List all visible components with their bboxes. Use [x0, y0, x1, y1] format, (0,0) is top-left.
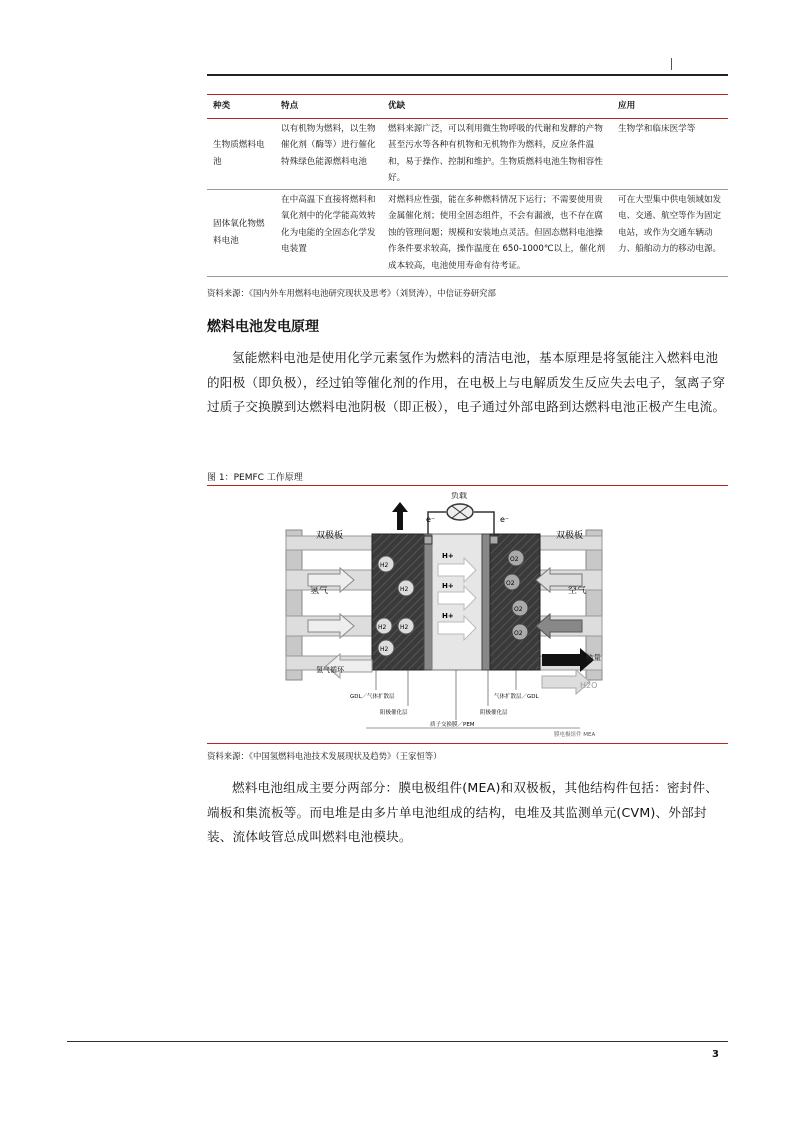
paragraph-text: 氢能燃料电池是使用化学元素氢作为燃料的清洁电池，基本原理是将氢能注入燃料电池的阳极（即负极），经过铂等催化剂的作用，在电极上与电解质发生反应失去电子，氢离子穿过质子交换膜到达燃料电池阴极（即正极），电子通过外部电路到达燃料电池正极产生电流。	[207, 350, 726, 414]
electron-label-left: e⁻	[426, 515, 436, 524]
figure-bottom-rule	[207, 743, 728, 744]
paragraph-composition	[207, 776, 728, 850]
o2-molecule-label: O2	[506, 580, 515, 587]
pemfc-diagram	[280, 492, 620, 740]
air-inlet-label: 空气	[568, 586, 587, 596]
anode-connector	[424, 536, 432, 544]
o2-molecule-label: O2	[514, 630, 523, 637]
table-cell: 生物质燃料电池	[207, 118, 275, 189]
header-rule	[207, 74, 728, 76]
proton-label: H+	[442, 552, 454, 560]
hydrogen-recycle-label: 氢气循环	[316, 666, 344, 674]
bipolar-plate-label-right: 双极板	[556, 531, 584, 541]
col-header-type: 种类	[207, 95, 275, 119]
h2-molecule-label: H2	[400, 586, 409, 593]
figure-title: 图 1：PEMFC 工作原理	[207, 473, 303, 483]
mea-label: 膜电极组件 MEA	[554, 732, 596, 738]
header-tick	[671, 58, 672, 70]
proton-label: H+	[442, 612, 454, 620]
col-header-pros-cons: 优缺	[382, 95, 612, 119]
table-header-row	[207, 95, 728, 119]
pem-label: 质子交换膜／PEM	[430, 722, 475, 728]
table-cell: 燃料来源广泛，可以利用微生物呼吸的代谢和发酵的产物甚至污水等各种有机物和无机物作为燃料，反应条件温和，易于操作、控制和维护。生物质燃料电池生物相容性好。	[382, 118, 612, 189]
table-cell: 在中高温下直接将燃料和氧化剂中的化学能高效转化为电能的全固态化学发电装置	[275, 189, 382, 277]
electron-flow-arrow	[392, 502, 408, 530]
o2-molecule-label: O2	[514, 606, 523, 613]
table-row	[207, 189, 728, 277]
table-cell: 固体氧化物燃料电池	[207, 189, 275, 277]
load-label: 负载	[451, 492, 467, 500]
figure-top-rule	[207, 485, 728, 486]
col-header-feature: 特点	[275, 95, 382, 119]
col-header-application: 应用	[612, 95, 728, 119]
figure-source: 资料来源：《中国氢燃料电池技术发展现状及趋势》（王家恒等）	[207, 751, 442, 761]
page-number: 3	[712, 1049, 719, 1060]
cathode-connector	[490, 536, 498, 544]
gdl-right-label: 气体扩散层／GDL	[494, 694, 539, 700]
table-cell: 以有机物为燃料，以生物催化剂（酶等）进行催化特殊绿色能源燃料电池	[275, 118, 382, 189]
table-cell: 对燃料应性强，能在多种燃料情况下运行；不需要使用贵金属催化剂；使用全固态组件，不会有漏液，也不存在腐蚀的管理问题；规模和安装地点灵活。但固态燃料电池操作条件要求较高，操作温度在 650-1000℃以上，催化剂成本较高，电池使用寿命有待考证。	[382, 189, 612, 277]
proton-label: H+	[442, 582, 454, 590]
bipolar-plate-label-left: 双极板	[316, 531, 344, 541]
paragraph-principle	[207, 346, 728, 420]
o2-molecule-label: O2	[510, 556, 519, 563]
heat-label: 热量	[586, 653, 601, 662]
circuit-wire-right	[474, 512, 494, 534]
gdl-left-label: GDL／气体扩散层	[350, 694, 395, 700]
h2-molecule-label: H2	[380, 646, 389, 653]
table-source: 资料来源：《国内外车用燃料电池研究现状及思考》（刘贤涛），中信证券研究部	[207, 288, 496, 298]
table-cell: 生物学和临床医学等	[612, 118, 728, 189]
h2-molecule-label: H2	[380, 562, 389, 569]
h2-molecule-label: H2	[378, 624, 387, 631]
footer-rule	[67, 1041, 728, 1042]
fuel-cell-types-table	[207, 94, 728, 277]
anode-catalyst-label: 阳极催化层	[380, 710, 408, 716]
h2-molecule-label: H2	[400, 624, 409, 631]
anode-catalyst-layer	[424, 534, 432, 670]
paragraph-text: 燃料电池组成主要分两部分：膜电极组件(MEA)和双极板，其他结构件包括：密封件、端板和集流板等。而电堆是由多片单电池组成的结构，电堆及其监测单元(CVM)、外部封装、流体岐管总成叫燃料电池模块。	[207, 780, 719, 844]
water-label: H2O	[580, 681, 598, 690]
cathode-catalyst-layer	[482, 534, 490, 670]
cathode-catalyst-label: 阴极催化层	[480, 710, 508, 716]
table-row	[207, 118, 728, 189]
hydrogen-inlet-label: 氢气	[310, 586, 329, 596]
table-cell: 可在大型集中供电领域如发电、交通、航空等作为固定电站，或作为交通车辆动力、船舶动力的移动电源。	[612, 189, 728, 277]
electron-label-right: e⁻	[500, 515, 510, 524]
section-title: 燃料电池发电原理	[207, 319, 319, 335]
